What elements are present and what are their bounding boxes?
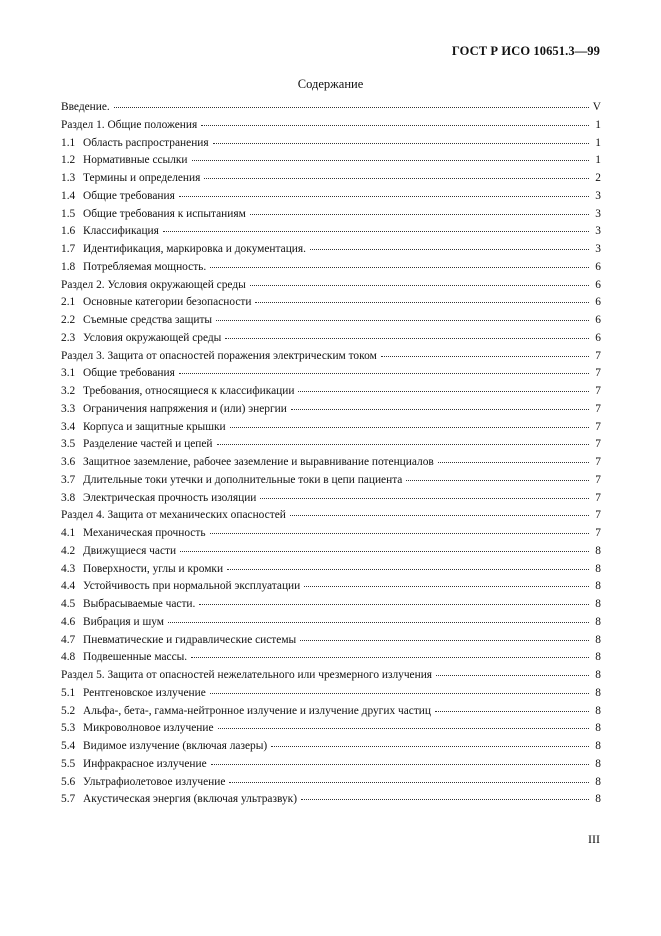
page-number: III	[588, 832, 600, 846]
toc-entry[interactable]	[61, 685, 601, 703]
dot-leader	[211, 764, 589, 765]
toc-entry[interactable]	[61, 241, 601, 259]
toc-entry-number: 5.1	[61, 686, 76, 699]
toc-entry-title: Ультрафиолетовое излучение	[83, 775, 226, 788]
toc-entry[interactable]	[61, 365, 601, 383]
toc-entry-number: 3.7	[61, 473, 76, 486]
toc-entry-title: Разделение частей и цепей	[83, 438, 213, 451]
toc-entry[interactable]	[61, 543, 601, 561]
toc-entry-page: 7	[595, 491, 601, 504]
toc-entry-title: Нормативные ссылки	[83, 154, 188, 167]
toc-entry-title: Ограничения напряжения и (или) энергии	[83, 402, 287, 415]
dot-leader	[163, 231, 589, 232]
dot-leader	[436, 675, 589, 676]
toc-entry-page: 8	[595, 775, 601, 788]
toc-entry-page: 2	[595, 172, 601, 184]
toc-entry-page: 8	[595, 740, 601, 752]
toc-entry-page: 3	[595, 225, 601, 238]
dot-leader	[230, 427, 589, 428]
toc-entry[interactable]	[61, 188, 601, 206]
dot-leader	[298, 391, 589, 392]
toc-entry-number: 4.7	[61, 633, 76, 646]
toc-entry[interactable]	[61, 649, 601, 667]
dot-leader	[310, 249, 589, 250]
toc-entry-page: 8	[595, 722, 601, 735]
toc-entry-title: Выбрасываемые части.	[83, 598, 196, 610]
dot-leader	[204, 178, 589, 179]
toc-entry-number: 3.3	[61, 402, 76, 415]
toc-entry-title: Микроволновое излучение	[83, 722, 214, 735]
toc-title: Содержание	[297, 77, 364, 91]
toc-entry[interactable]	[61, 436, 601, 454]
document-code: ГОСТ Р ИСО 10651.3—99	[451, 44, 600, 58]
dot-leader	[218, 728, 589, 729]
toc-entry-number: 5.5	[61, 757, 76, 770]
toc-entry[interactable]	[61, 791, 601, 809]
toc-entry-page: 7	[595, 456, 601, 468]
toc-entry-page: 7	[595, 402, 601, 415]
toc-entry-number: 3.5	[61, 438, 76, 451]
dot-leader	[300, 640, 589, 641]
toc-entry[interactable]	[61, 472, 601, 490]
toc-entry-title: Требования, относящиеся к классификации	[83, 385, 295, 397]
toc-entry-page: 7	[595, 367, 601, 380]
toc-entry-page: 7	[595, 438, 601, 451]
toc-entry-title: Альфа-, бета-, гамма-нейтронное излучение и излучение других частиц	[83, 704, 431, 717]
dot-leader	[250, 285, 589, 286]
toc-entry[interactable]	[61, 117, 601, 135]
toc-entry[interactable]	[61, 294, 601, 312]
toc-entry-number: 4.2	[61, 544, 76, 557]
toc-entry-title: Подвешенные массы.	[83, 651, 188, 664]
toc-entry-title: Раздел 5. Защита от опасностей нежелательного или чрезмерного излучения	[61, 669, 433, 681]
toc-entry[interactable]	[61, 703, 601, 721]
toc-entry-number: 1.4	[61, 189, 76, 202]
toc-entry-title: Защитное заземление, рабочее заземление и выравнивание потенциалов	[83, 456, 434, 468]
toc-entry-page: 1	[595, 118, 601, 131]
toc-entry[interactable]	[61, 667, 601, 685]
toc-entry[interactable]	[61, 330, 601, 348]
toc-entry-page: V	[592, 101, 601, 113]
toc-entry-title: Введение.	[61, 101, 110, 113]
dot-leader	[250, 214, 589, 215]
toc-entry[interactable]	[61, 596, 601, 614]
toc-entry[interactable]	[61, 152, 601, 170]
toc-entry-title: Съемные средства защиты	[83, 314, 213, 326]
dot-leader	[217, 444, 589, 445]
toc-entry-title: Раздел 2. Условия окружающей среды	[61, 278, 246, 291]
table-of-contents	[61, 99, 601, 809]
toc-entry-title: Длительные токи утечки и дополнительные токи в цепи пациента	[83, 473, 403, 486]
toc-entry[interactable]	[61, 223, 601, 241]
toc-entry-title: Видимое излучение (включая лазеры)	[83, 740, 268, 752]
toc-entry-number: 4.3	[61, 562, 76, 575]
dot-leader	[179, 373, 589, 374]
toc-entry-title: Идентификация, маркировка и документация.	[83, 243, 306, 255]
toc-entry-title: Рентгеновское излучение	[83, 686, 206, 699]
toc-entry-title: Инфракрасное излучение	[83, 757, 207, 770]
dot-leader	[114, 107, 589, 108]
dot-leader	[255, 302, 589, 303]
dot-leader	[271, 746, 589, 747]
toc-entry-title: Акустическая энергия (включая ультразвук)	[83, 793, 297, 806]
dot-leader	[179, 196, 589, 197]
toc-entry-title: Раздел 3. Защита от опасностей поражения электрическим током	[61, 349, 377, 362]
toc-entry-number: 1.6	[61, 225, 76, 238]
dot-leader	[301, 799, 589, 800]
toc-entry-page: 7	[595, 527, 601, 539]
toc-entry-number: 2.1	[61, 296, 76, 309]
toc-entry-page: 8	[595, 580, 601, 593]
toc-entry-title: Общие требования	[83, 189, 175, 202]
toc-entry[interactable]	[61, 348, 601, 366]
dot-leader	[227, 569, 589, 570]
toc-entry-number: 5.4	[61, 740, 76, 752]
dot-leader	[191, 657, 589, 658]
toc-entry-page: 1	[595, 154, 601, 167]
toc-entry-number: 4.8	[61, 651, 76, 664]
toc-entry[interactable]	[61, 720, 601, 738]
dot-leader	[180, 551, 589, 552]
toc-entry[interactable]	[61, 578, 601, 596]
toc-entry-number: 1.2	[61, 154, 76, 167]
toc-entry[interactable]	[61, 99, 601, 117]
toc-entry-number: 2.3	[61, 331, 76, 344]
toc-entry[interactable]	[61, 507, 601, 525]
toc-entry-page: 7	[595, 349, 601, 362]
toc-entry-number: 1.5	[61, 207, 76, 220]
toc-entry-number: 1.8	[61, 260, 76, 273]
toc-entry-page: 8	[595, 598, 601, 610]
toc-entry[interactable]	[61, 561, 601, 579]
toc-entry-page: 6	[595, 260, 601, 273]
toc-entry-number: 5.7	[61, 793, 76, 806]
toc-entry[interactable]	[61, 135, 601, 153]
toc-entry[interactable]	[61, 632, 601, 650]
toc-entry-title: Электрическая прочность изоляции	[83, 491, 257, 504]
toc-entry-title: Общие требования	[83, 367, 175, 380]
toc-entry-title: Условия окружающей среды	[83, 331, 222, 344]
toc-entry-number: 1.1	[61, 136, 76, 149]
toc-entry-title: Потребляемая мощность.	[83, 260, 207, 273]
dot-leader	[225, 338, 589, 339]
dot-leader	[291, 409, 589, 410]
toc-entry-title: Общие требования к испытаниям	[83, 207, 246, 220]
toc-entry-page: 8	[595, 669, 601, 681]
toc-entry-page: 8	[595, 562, 601, 575]
toc-entry[interactable]	[61, 312, 601, 330]
dot-leader	[210, 267, 589, 268]
dot-leader	[210, 693, 589, 694]
toc-entry-title: Поверхности, углы и кромки	[83, 562, 224, 575]
toc-entry-number: 3.6	[61, 456, 76, 468]
toc-entry[interactable]	[61, 419, 601, 437]
toc-entry-page: 8	[595, 757, 601, 770]
dot-leader	[213, 143, 589, 144]
toc-entry-title: Классификация	[83, 225, 159, 238]
toc-entry[interactable]	[61, 756, 601, 774]
toc-entry-number: 3.4	[61, 420, 76, 433]
toc-entry-title: Пневматические и гидравлические системы	[83, 633, 297, 646]
toc-entry[interactable]	[61, 259, 601, 277]
toc-entry-number: 1.7	[61, 243, 76, 255]
toc-entry-title: Механическая прочность	[83, 527, 206, 539]
toc-entry[interactable]	[61, 525, 601, 543]
toc-entry-page: 8	[595, 704, 601, 717]
dot-leader	[168, 622, 589, 623]
toc-entry-number: 3.1	[61, 367, 76, 380]
toc-entry-page: 7	[595, 509, 601, 522]
toc-entry-title: Раздел 4. Защита от механических опасностей	[61, 509, 286, 522]
toc-entry[interactable]	[61, 206, 601, 224]
dot-leader	[381, 356, 589, 357]
toc-entry[interactable]	[61, 738, 601, 756]
dot-leader	[438, 462, 589, 463]
toc-entry-page: 6	[595, 331, 601, 344]
dot-leader	[229, 782, 589, 783]
toc-entry-title: Устойчивость при нормальной эксплуатации	[83, 580, 301, 593]
toc-entry-page: 8	[595, 633, 601, 646]
toc-entry[interactable]	[61, 383, 601, 401]
dot-leader	[290, 515, 589, 516]
toc-entry-number: 3.2	[61, 385, 76, 397]
toc-entry-title: Термины и определения	[83, 172, 201, 184]
dot-leader	[201, 125, 589, 126]
toc-entry-number: 1.3	[61, 172, 76, 184]
toc-entry-title: Вибрация и шум	[83, 615, 164, 628]
toc-entry-title: Раздел 1. Общие положения	[61, 118, 198, 131]
toc-entry-number: 2.2	[61, 314, 76, 326]
toc-entry-page: 6	[595, 296, 601, 309]
toc-entry-title: Основные категории безопасности	[83, 296, 252, 309]
toc-entry[interactable]	[61, 454, 601, 472]
dot-leader	[260, 498, 589, 499]
toc-entry-page: 8	[595, 615, 601, 628]
toc-entry-page: 8	[595, 793, 601, 806]
toc-entry-number: 3.8	[61, 491, 76, 504]
toc-entry[interactable]	[61, 401, 601, 419]
dot-leader	[435, 711, 589, 712]
toc-entry-page: 7	[595, 473, 601, 486]
dot-leader	[304, 586, 589, 587]
toc-entry-page: 8	[595, 544, 601, 557]
toc-entry-number: 5.3	[61, 722, 76, 735]
toc-entry[interactable]	[61, 774, 601, 792]
toc-entry-title: Движущиеся части	[83, 544, 177, 557]
toc-entry-title: Область распространения	[83, 136, 209, 149]
toc-entry-page: 6	[595, 314, 601, 326]
dot-leader	[210, 533, 589, 534]
toc-entry-number: 4.5	[61, 598, 76, 610]
toc-entry-page: 6	[595, 278, 601, 291]
toc-entry-number: 4.4	[61, 580, 76, 593]
toc-entry-page: 7	[595, 385, 601, 397]
toc-entry-page: 7	[595, 420, 601, 433]
toc-entry-page: 3	[595, 189, 601, 202]
toc-entry-page: 8	[595, 686, 601, 699]
toc-entry-title: Корпуса и защитные крышки	[83, 420, 226, 433]
toc-entry-page: 3	[595, 243, 601, 255]
toc-entry-page: 8	[595, 651, 601, 664]
toc-entry-number: 4.6	[61, 615, 76, 628]
dot-leader	[192, 160, 589, 161]
dot-leader	[406, 480, 589, 481]
toc-entry-page: 3	[595, 207, 601, 220]
toc-entry[interactable]	[61, 170, 601, 188]
dot-leader	[216, 320, 589, 321]
dot-leader	[199, 604, 589, 605]
toc-entry-page: 1	[595, 136, 601, 149]
toc-entry-number: 5.6	[61, 775, 76, 788]
toc-entry-number: 4.1	[61, 527, 76, 539]
toc-entry-number: 5.2	[61, 704, 76, 717]
toc-entry[interactable]	[61, 490, 601, 508]
toc-entry[interactable]	[61, 614, 601, 632]
toc-entry[interactable]	[61, 277, 601, 295]
